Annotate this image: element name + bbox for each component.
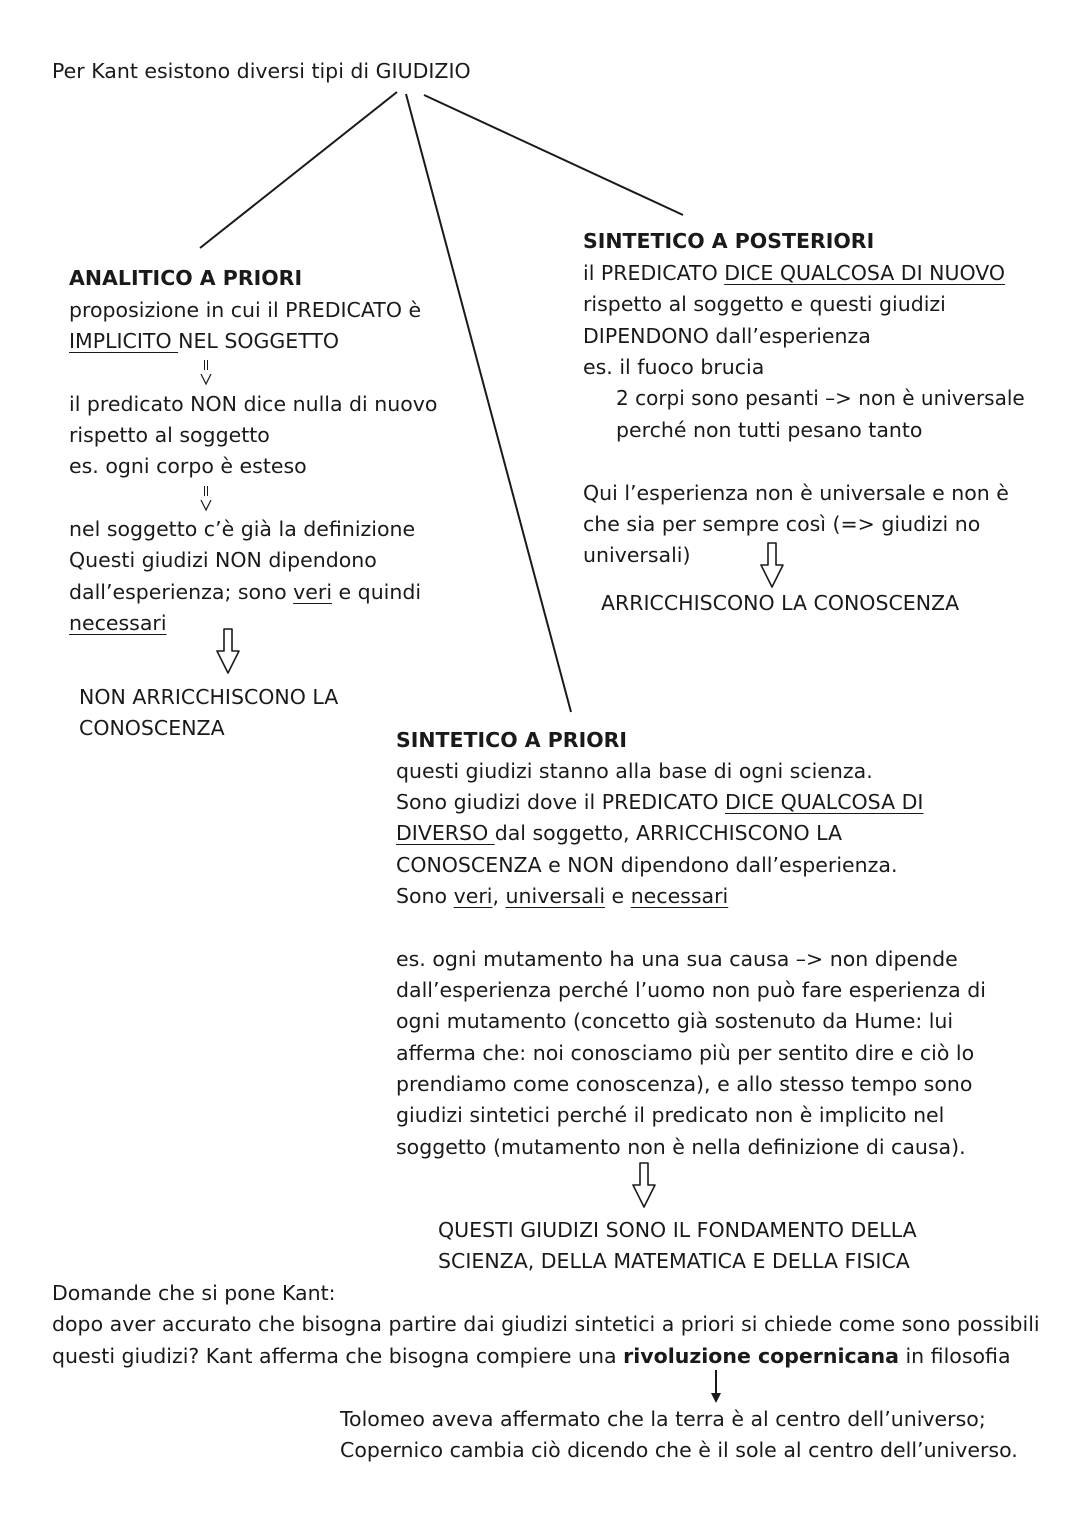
priori-text: e: [605, 884, 631, 908]
priori-line: CONOSCENZA e NON dipendono dall’esperienza.: [396, 853, 898, 877]
analitico-result: NON ARRICCHISCONO LA: [79, 685, 339, 709]
posteriori-title: SINTETICO A POSTERIORI: [583, 229, 875, 253]
hollow-arrow-icon: [759, 541, 785, 589]
analitico-line: proposizione in cui il PREDICATO è: [69, 298, 422, 322]
underlined-text: veri: [453, 884, 493, 908]
analitico-text: dall’esperienza; sono: [69, 580, 294, 604]
tolomeo-line: Copernico cambia ciò dicendo che è il sole al centro dell’universo.: [340, 1438, 1018, 1462]
posteriori-text: il PREDICATO: [583, 261, 725, 285]
underlined-text: veri: [293, 580, 333, 604]
priori-title: SINTETICO A PRIORI: [396, 728, 628, 752]
branch-line-analitico: [200, 92, 397, 248]
posteriori-line: che sia per sempre così (=> giudizi no: [583, 512, 981, 536]
priori-result: QUESTI GIUDIZI SONO IL FONDAMENTO DELLA: [438, 1218, 917, 1242]
priori-example-line: afferma che: noi conosciamo più per sentito dire e ciò lo: [396, 1041, 975, 1065]
analitico-line: Questi giudizi NON dipendono: [69, 548, 377, 572]
analitico-result: CONOSCENZA: [79, 716, 225, 740]
underlined-text: necessari: [630, 884, 729, 908]
priori-example-line: giudizi sintetici perché il predicato non è implicito nel: [396, 1103, 945, 1127]
analitico-text: e quindi: [332, 580, 422, 604]
posteriori-line: es. il fuoco brucia: [583, 355, 765, 379]
analitico-line: [69, 577, 421, 608]
analitico-line: rispetto al soggetto: [69, 423, 270, 447]
priori-line: [396, 787, 923, 818]
bold-text: rivoluzione copernicana: [623, 1344, 899, 1368]
tolomeo-line: Tolomeo aveva affermato che la terra è al centro dell’universo;: [340, 1407, 986, 1431]
priori-text: ,: [492, 884, 506, 908]
posteriori-line: perché non tutti pesano tanto: [616, 418, 923, 442]
priori-line: [396, 881, 728, 912]
analitico-line: il predicato NON dice nulla di nuovo: [69, 392, 438, 416]
posteriori-result: ARRICCHISCONO LA CONOSCENZA: [601, 591, 960, 615]
underlined-text: universali: [505, 884, 606, 908]
analitico-line: nel soggetto c’è già la definizione: [69, 517, 416, 541]
domande-line: Domande che si pone Kant:: [52, 1281, 336, 1305]
double-arrow-icon: [199, 358, 213, 386]
priori-text: Sono: [396, 884, 454, 908]
domande-line: dopo aver accurato che bisogna partire dai giudizi sintetici a priori si chiede come sono possibili: [52, 1312, 1040, 1336]
priori-example-line: es. ogni mutamento ha una sua causa –> non dipende: [396, 947, 958, 971]
posteriori-line: 2 corpi sono pesanti –> non è universale: [616, 386, 1025, 410]
analitico-line: [69, 608, 167, 639]
priori-result: SCIENZA, DELLA MATEMATICA E DELLA FISICA: [438, 1249, 910, 1273]
domande-line: [52, 1341, 1011, 1372]
priori-example-line: prendiamo come conoscenza), e allo stesso tempo sono: [396, 1072, 973, 1096]
underlined-text: necessari: [69, 611, 167, 635]
domande-text: questi giudizi? Kant afferma che bisogna compiere una: [52, 1344, 624, 1368]
underlined-text: IMPLICITO: [69, 329, 179, 353]
domande-text: in filosofia: [898, 1344, 1011, 1368]
analitico-text: NEL SOGGETTO: [178, 329, 340, 353]
posteriori-line: [583, 258, 1005, 289]
priori-line: [396, 818, 842, 849]
analitico-title: ANALITICO A PRIORI: [69, 266, 303, 290]
underlined-text: DICE QUALCOSA DI: [725, 790, 924, 814]
priori-example-line: dall’esperienza perché l’uomo non può fare esperienza di: [396, 978, 986, 1002]
priori-text: Sono giudizi dove il PREDICATO: [396, 790, 726, 814]
double-arrow-icon: [199, 484, 213, 512]
analitico-line: [69, 326, 339, 357]
posteriori-line: universali): [583, 543, 691, 567]
priori-line: questi giudizi stanno alla base di ogni scienza.: [396, 759, 873, 783]
posteriori-line: rispetto al soggetto e questi giudizi: [583, 292, 946, 316]
analitico-line: es. ogni corpo è esteso: [69, 454, 307, 478]
priori-example-line: ogni mutamento (concetto già sostenuto da Hume: lui: [396, 1009, 954, 1033]
priori-example-line: soggetto (mutamento non è nella definizione di causa).: [396, 1135, 966, 1159]
down-arrow-icon: [708, 1369, 724, 1405]
posteriori-line: Qui l’esperienza non è universale e non è: [583, 481, 1009, 505]
branch-line-posteriori: [424, 95, 683, 215]
priori-text: dal soggetto, ARRICCHISCONO LA: [494, 821, 843, 845]
underlined-text: DICE QUALCOSA DI NUOVO: [724, 261, 1006, 285]
posteriori-line: DIPENDONO dall’esperienza: [583, 324, 871, 348]
intro-title: Per Kant esistono diversi tipi di GIUDIZIO: [52, 59, 471, 83]
hollow-arrow-icon: [631, 1161, 657, 1209]
underlined-text: DIVERSO: [396, 821, 495, 845]
hollow-arrow-icon: [215, 627, 241, 675]
